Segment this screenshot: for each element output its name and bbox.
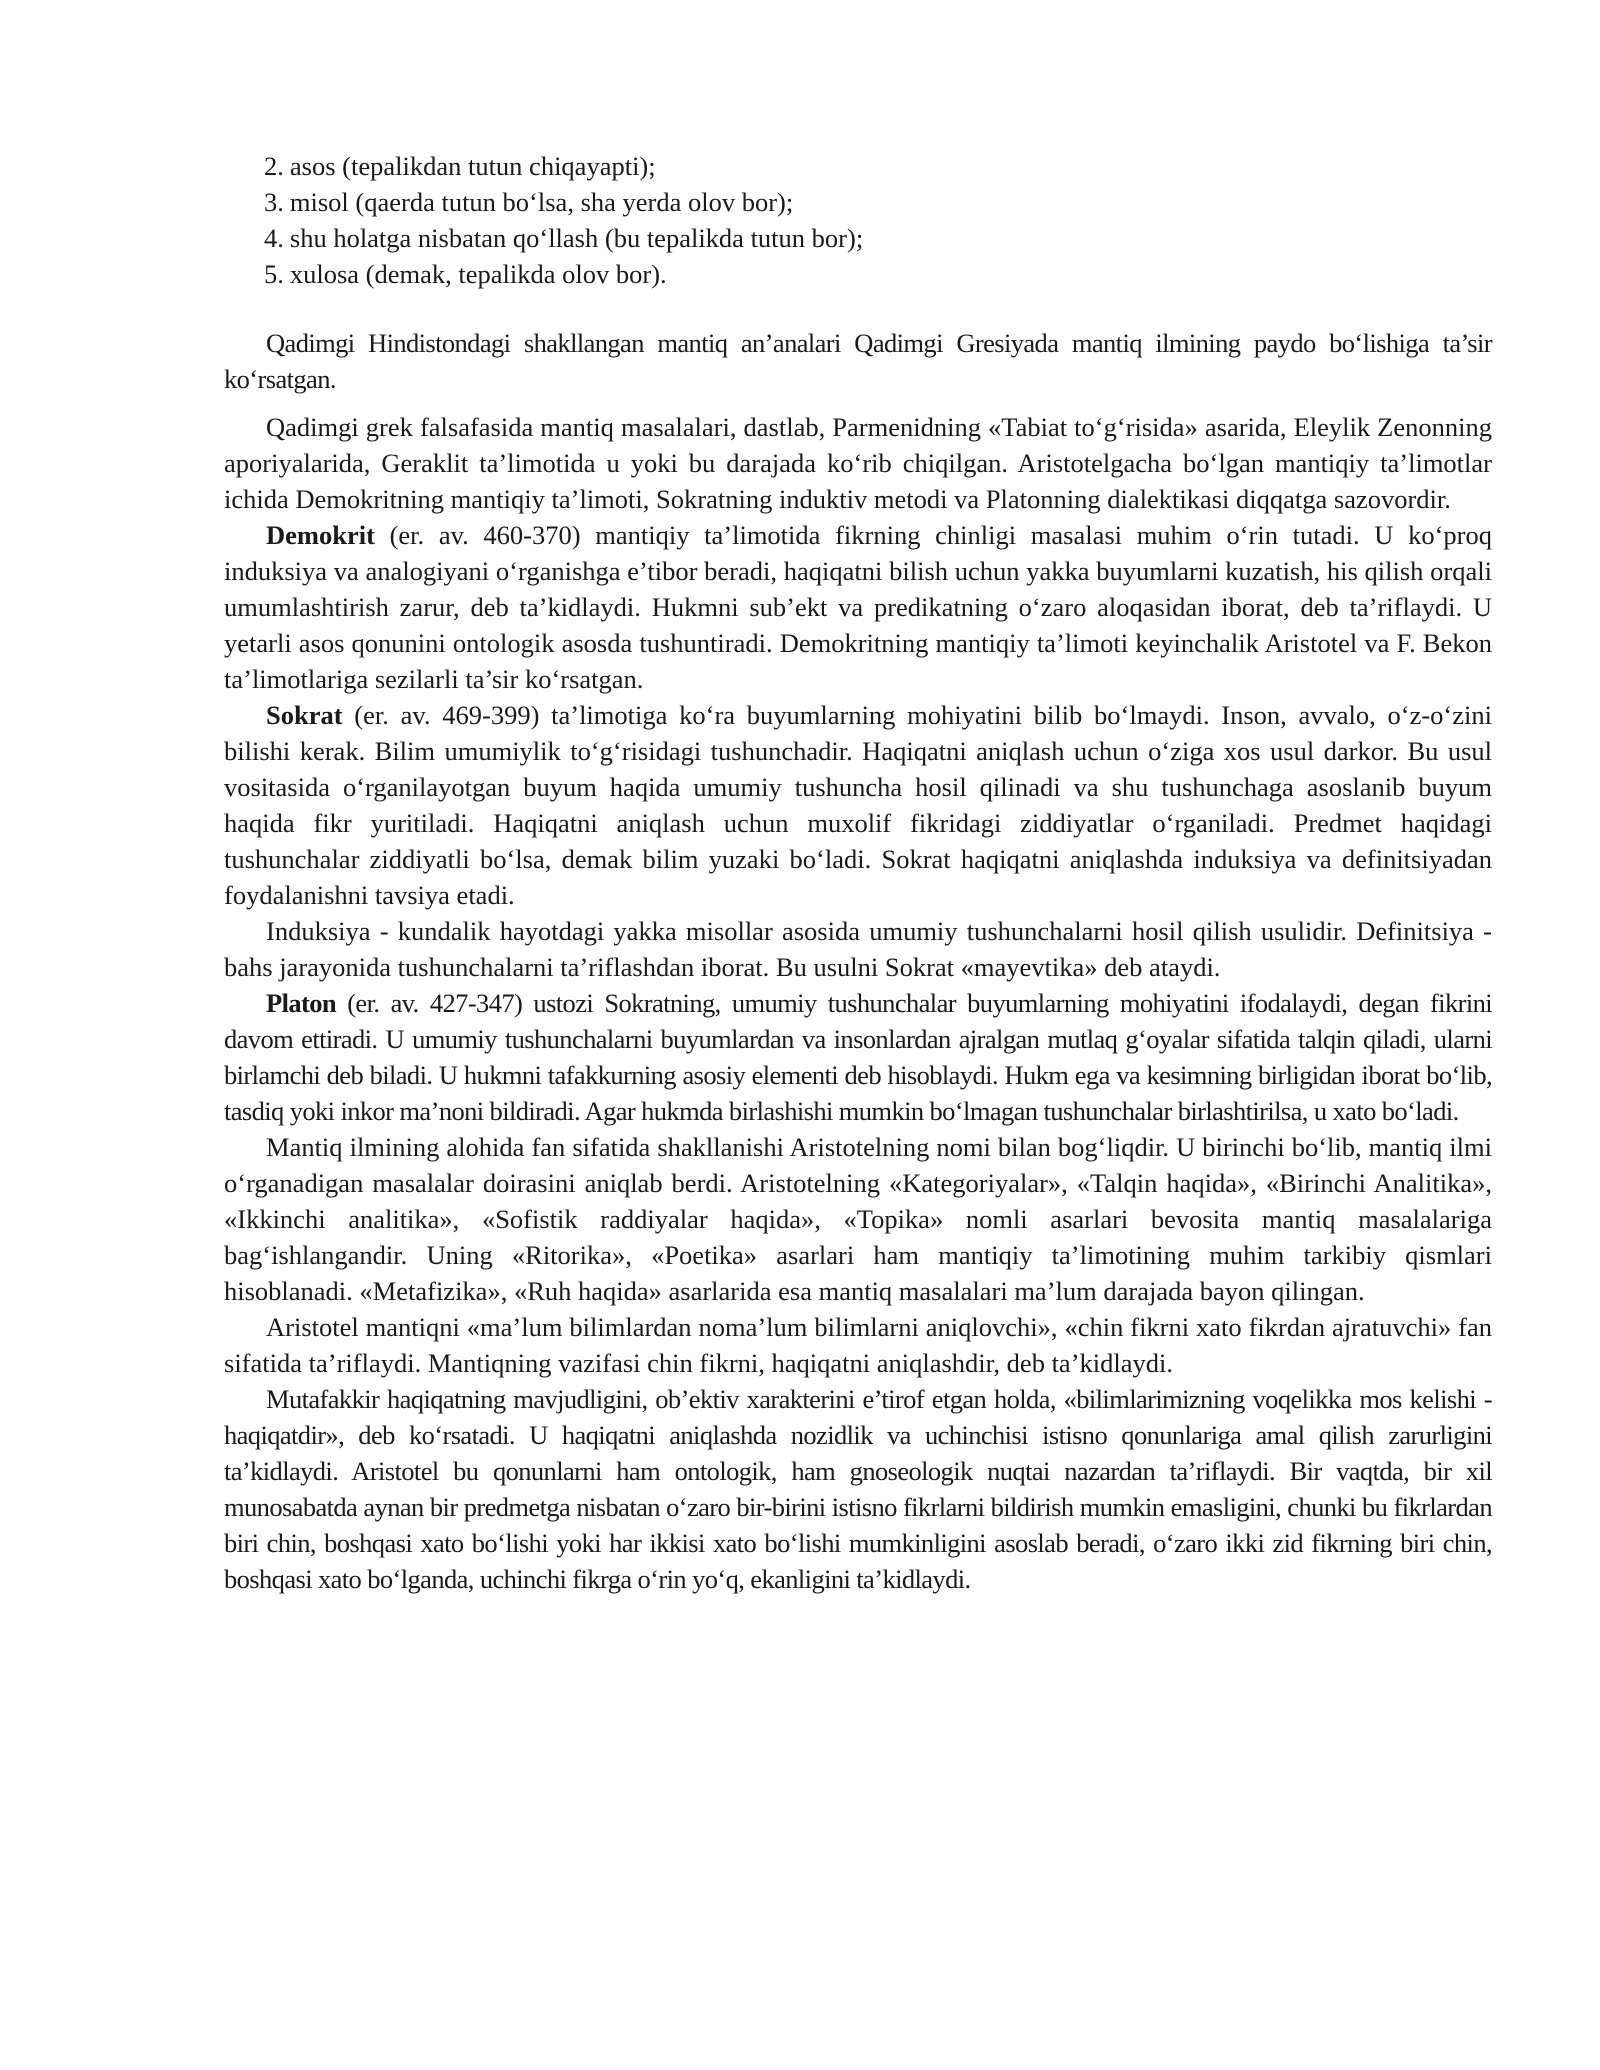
list-item <box>224 256 1492 292</box>
paragraph-heading-name: Demokrit <box>266 520 375 550</box>
list-item-number: 4. <box>264 223 284 253</box>
paragraph-text: Mantiq ilmining alohida fan sifatida shakllanishi Aristotelning nomi bilan bog‘liqdir. U birinchi bo‘lib, mantiq ilmi o‘rganadigan masalalar doirasini aniqlab berdi. Aristotelning «Kategoriyalar», «Talqin haqida», «Birinchi Analitika», «Ikkinchi analitika», «Sofistik raddiyalar haqida», «Topika» nomli asarlari bevosita mantiq masalalariga bag‘ishlangandir. Uning «Ritorika», «Poetika» asarlari ham mantiqiy ta’limotining muhim tarkibiy qismlari hisoblanadi. «Metafizika», «Ruh haqida» asarlarida esa mantiq masalalari ma’lum darajada bayon qilingan. <box>224 1132 1492 1306</box>
paragraph-aristotel-definition <box>224 1309 1492 1381</box>
paragraph-text: (er. av. 427-347) ustozi Sokratning, umumiy tushunchalar buyumlarning mohiyatini ifodalaydi, degan fikrini davom ettiradi. U umumiy tushunchalarni buyumlardan va insonlardan ajralgan mutlaq g‘oyalar sifatida talqin qiladi, ularni birlamchi deb biladi. U hukmni tafakkurning asosiy elementi deb hisoblaydi. Hukm ega va kesimning birligidan iborat bo‘lib, tasdiq yoki inkor ma’noni bildiradi. Agar hukmda birlashishi mumkin bo‘lmagan tushunchalar birlashtirilsa, u xato bo‘ladi. <box>224 988 1492 1126</box>
paragraph-text: Qadimgi Hindistondagi shakllangan mantiq an’analari Qadimgi Gresiyada mantiq ilmining paydo bo‘lishiga ta’sir ko‘rsatgan. <box>224 328 1492 394</box>
paragraph-text: Qadimgi grek falsafasida mantiq masalalari, dastlab, Parmenidning «Tabiat to‘g‘risida» asarida, Eleylik Zenonning aporiyalarida, Geraklit ta’limotida u yoki bu darajada ko‘rib chiqilgan. Aristotelgacha bo‘lgan mantiqiy ta’limotlar ichida Demokritning mantiqiy ta’limoti, Sokratning induktiv metodi va Platonning dialektikasi diqqatga sazovordir. <box>224 412 1492 514</box>
paragraph-mutafakkir <box>224 1381 1492 1597</box>
paragraph-india-influence <box>224 325 1492 397</box>
paragraph-induksiya <box>224 913 1492 985</box>
list-item-text: asos (tepalikdan tutun chiqayapti); <box>289 151 656 181</box>
list-item <box>224 220 1492 256</box>
document-page <box>224 148 1492 1597</box>
paragraph-demokrit <box>224 517 1492 697</box>
paragraph-text: Aristotel mantiqni «ma’lum bilimlardan noma’lum bilimlarni aniqlovchi», «chin fikrni xato fikrdan ajratuvchi» fan sifatida ta’riflaydi. Mantiqning vazifasi chin fikrni, haqiqatni aniqlashdir, deb ta’kidlaydi. <box>224 1312 1492 1378</box>
list-item-number: 3. <box>264 187 284 217</box>
paragraph-greek-philosophy <box>224 409 1492 517</box>
list-item-text: xulosa (demak, tepalikda olov bor). <box>289 259 667 289</box>
paragraph-sokrat <box>224 697 1492 913</box>
paragraph-aristotel-founding <box>224 1129 1492 1309</box>
list-item <box>224 148 1492 184</box>
paragraph-text: (er. av. 469-399) ta’limotiga ko‘ra buyumlarning mohiyatini bilib bo‘lmaydi. Inson, avvalo, o‘z-o‘zini bilishi kerak. Bilim umumiylik to‘g‘risidagi tushunchadir. Haqiqatni aniqlash uchun o‘ziga xos usul darkor. Bu usul vositasida o‘rganilayotgan buyum haqida umumiy tushuncha hosil qilinadi va shu tushunchaga asoslanib buyum haqida fikr yuritiladi. Haqiqatni aniqlash uchun muxolif fikridagi ziddiyatlar o‘rganiladi. Predmet haqidagi tushunchalar ziddiyatli bo‘lsa, demak bilim yuzaki bo‘ladi. Sokrat haqiqatni aniqlashda induksiya va definitsiyadan foydalanishni tavsiya etadi. <box>224 700 1492 910</box>
list-item-number: 2. <box>264 151 284 181</box>
paragraph-heading-name: Platon <box>266 988 337 1018</box>
paragraph-platon <box>224 985 1492 1129</box>
list-item-text: shu holatga nisbatan qo‘llash (bu tepalikda tutun bor); <box>289 223 864 253</box>
paragraph-heading-name: Sokrat <box>266 700 343 730</box>
list-item-text: misol (qaerda tutun bo‘lsa, sha yerda olov bor); <box>289 187 794 217</box>
list-item <box>224 184 1492 220</box>
paragraph-text: (er. av. 460-370) mantiqiy ta’limotida fikrning chinligi masalasi muhim o‘rin tutadi. U ko‘proq induksiya va analogiyani o‘rganishga e’tibor beradi, haqiqatni bilish uchun yakka buyumlarni kuzatish, his qilish orqali umumlashtirish zarur, deb ta’kidlaydi. Hukmni sub’ekt va predikatning o‘zaro aloqasidan iborat, deb ta’riflaydi. U yetarli asos qonunini ontologik asosda tushuntiradi. Demokritning mantiqiy ta’limoti keyinchalik Aristotel va F. Bekon ta’limotlariga sezilarli ta’sir ko‘rsatgan. <box>224 520 1492 694</box>
paragraph-text: Induksiya - kundalik hayotdagi yakka misollar asosida umumiy tushunchalarni hosil qilish usulidir. Definitsiya - bahs jarayonida tushunchalarni ta’riflashdan iborat. Bu usulni Sokrat «mayevtika» deb ataydi. <box>224 916 1492 982</box>
list-item-number: 5. <box>264 259 284 289</box>
paragraph-text: Mutafakkir haqiqatning mavjudligini, ob’ektiv xarakterini e’tirof etgan holda, «bilimlarimizning voqelikka mos kelishi - haqiqatdir», deb ko‘rsatadi. U haqiqatni aniqlashda nozidlik va uchinchisi istisno qonunlariga amal qilish zarurligini ta’kidlaydi. Aristotel bu qonunlarni ham ontologik, ham gnoseologik nuqtai nazardan ta’riflaydi. Bir vaqtda, bir xil munosabatda aynan bir predmetga nisbatan o‘zaro bir-birini istisno fikrlarni bildirish mumkin emasligini, chunki bu fikrlardan biri chin, boshqasi xato bo‘lishi yoki har ikkisi xato bo‘lishi mumkinligini asoslab beradi, o‘zaro ikki zid fikrning biri chin, boshqasi xato bo‘lganda, uchinchi fikrga o‘rin yo‘q, ekanligini ta’kidlaydi. <box>224 1384 1492 1594</box>
numbered-list <box>224 148 1492 292</box>
